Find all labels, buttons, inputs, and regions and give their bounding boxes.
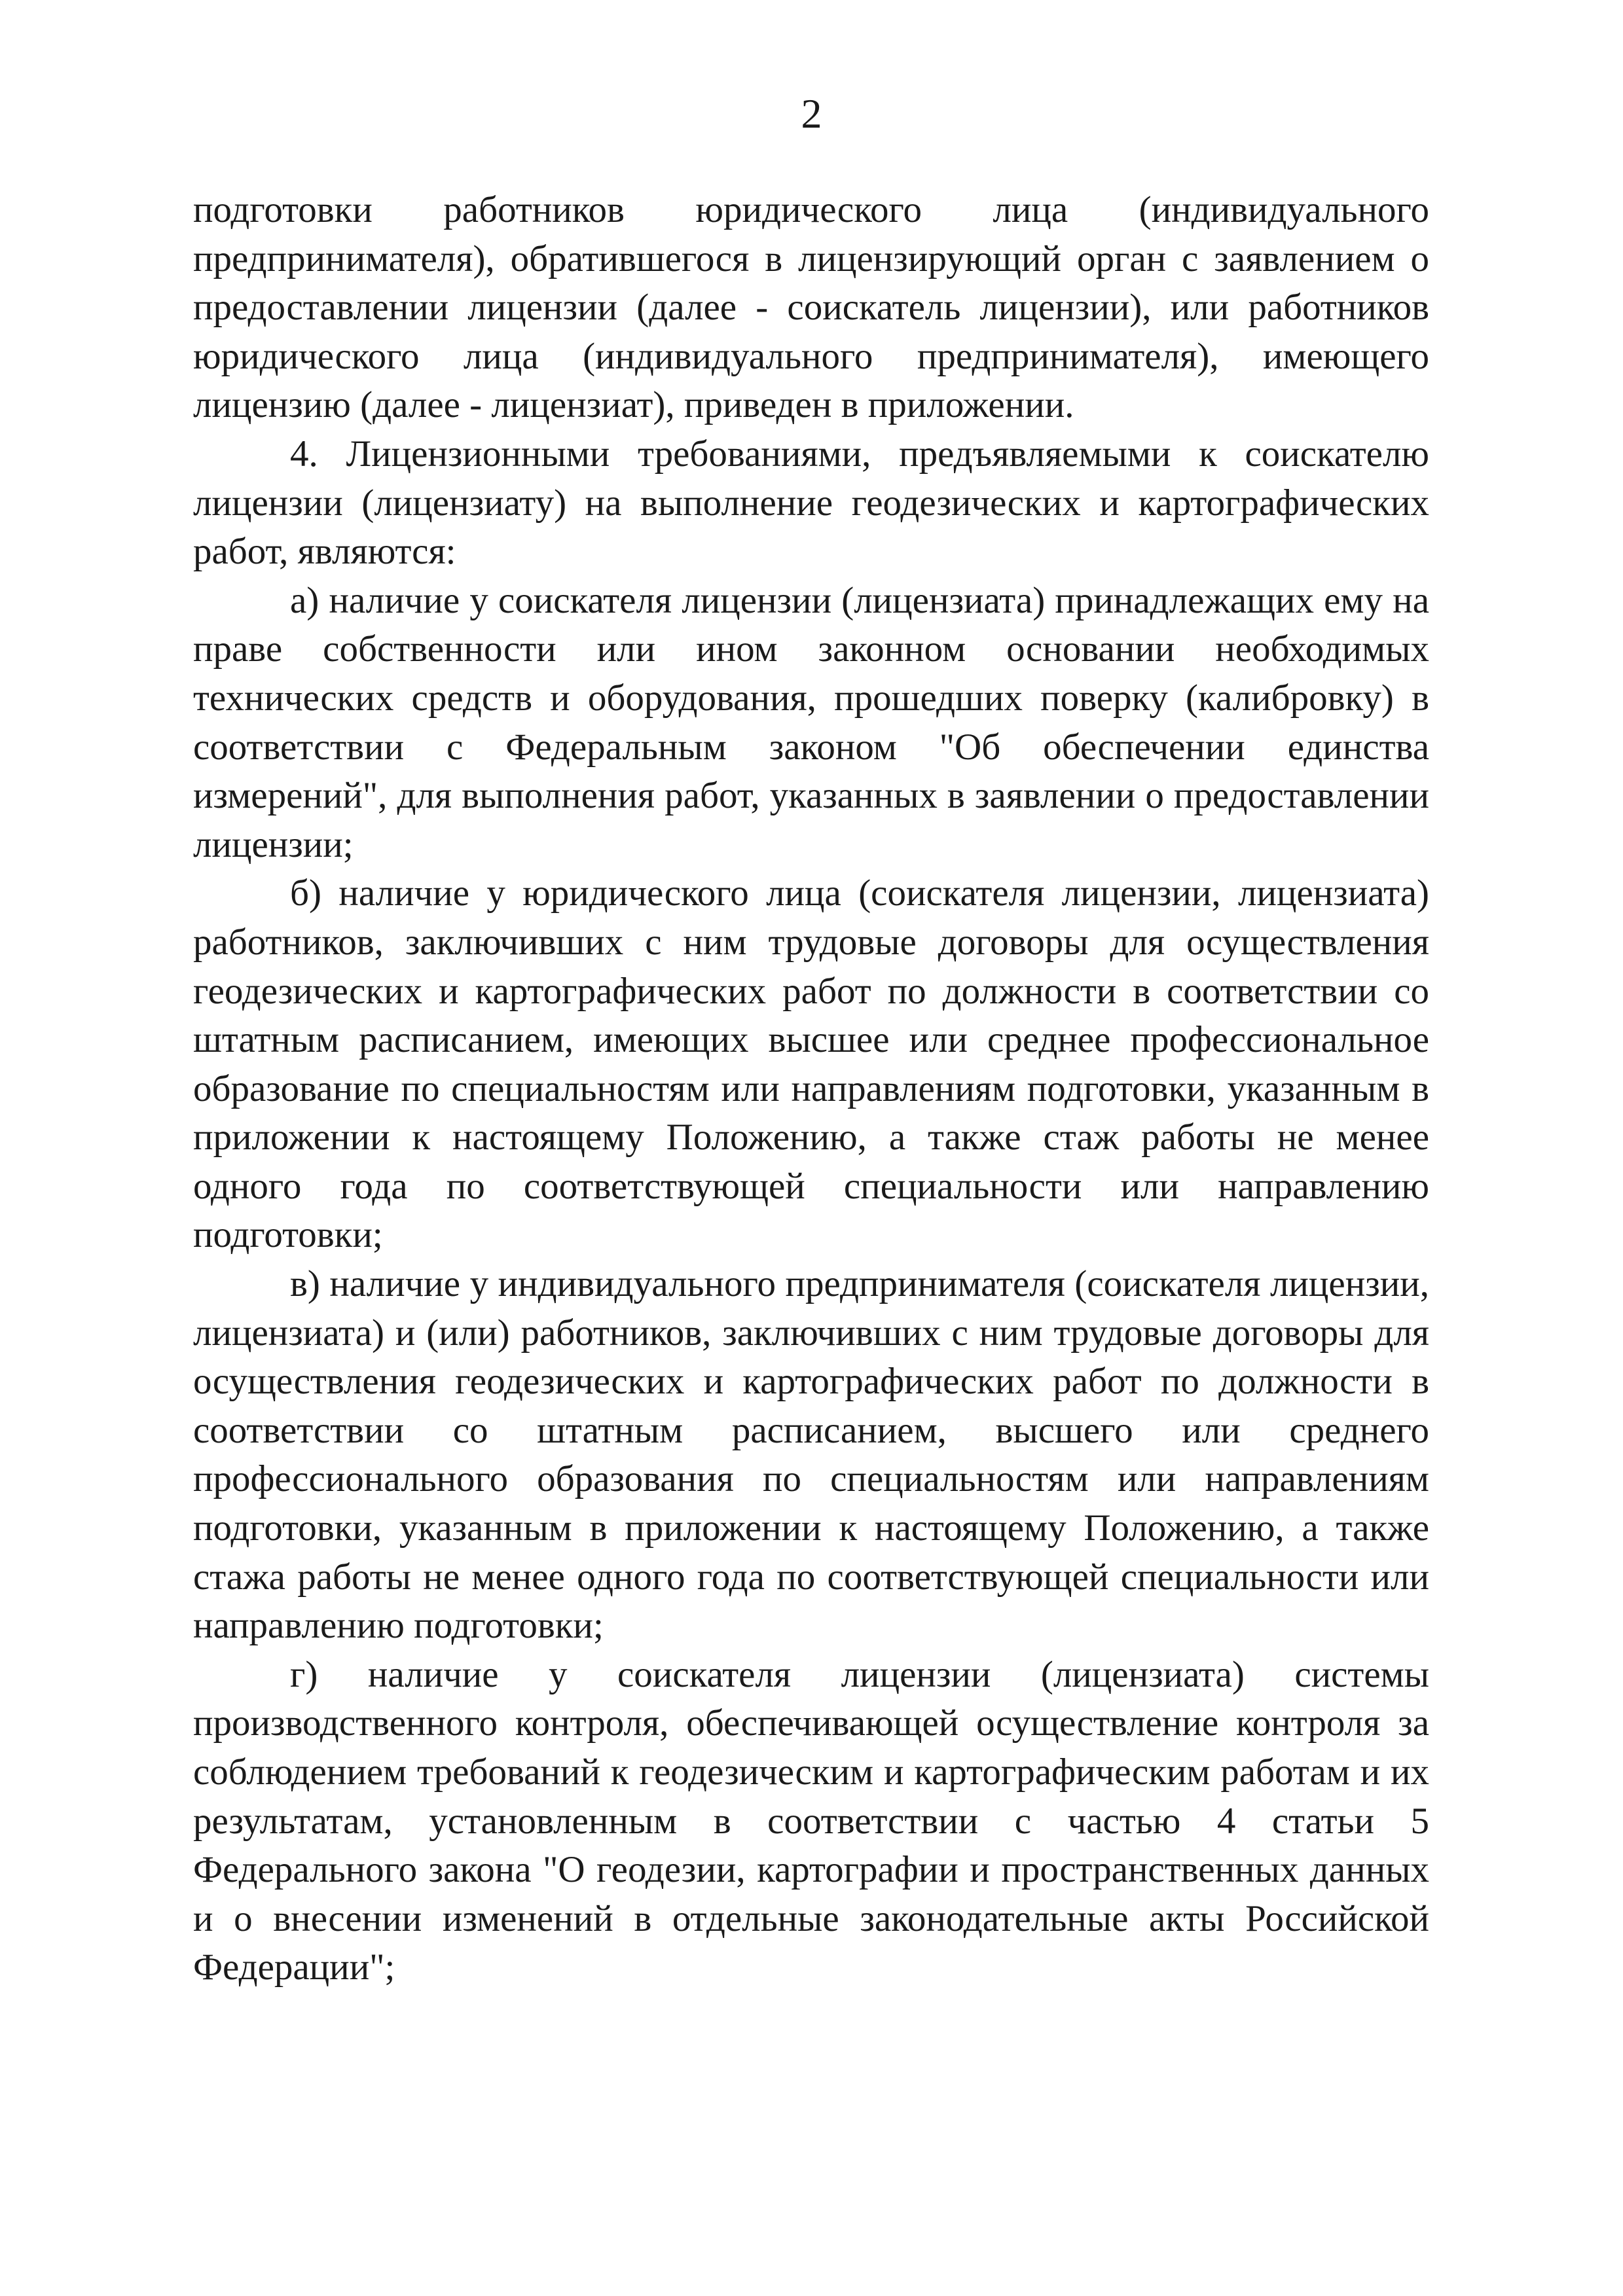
paragraph-item-4: 4. Лицензионными требованиями, предъявляемыми к соискателю лицензии (лицензиату) на выполнение геодезических и картографических работ, являются: <box>193 433 1429 573</box>
paragraph-subitem-a: а) наличие у соискателя лицензии (лицензиата) принадлежащих ему на праве собственности или ином законном основании необходимых технических средств и оборудования, прошедших поверку (калибровку) в соответствии с Федеральным законом "Об обеспечении единства измерений", для выполнения работ, указанных в заявлении о предоставлении лицензии; <box>193 579 1429 865</box>
document-body <box>193 186 1429 1992</box>
page-number: 2 <box>801 90 822 137</box>
paragraph-subitem-g: г) наличие у соискателя лицензии (лицензиата) системы производственного контроля, обеспечивающей осуществление контроля за соблюдением требований к геодезическим и картографическим работам и их результатам, установленным в соответствии с частью 4 статьи 5 Федерального закона "О геодезии, картографии и пространственных данных и о внесении изменений в отдельные законодательные акты Российской Федерации"; <box>193 1653 1429 1988</box>
paragraph-subitem-v: в) наличие у индивидуального предпринимателя (соискателя лицензии, лицензиата) и (или) работников, заключивших с ним трудовые договоры для осуществления геодезических и картографических работ по должности в соответствии со штатным расписанием, высшего или среднего профессионального образования по специальностям или направлениям подготовки, указанным в приложении к настоящему Положению, а также стажа работы не менее одного года по соответствующей специальности или направлению подготовки; <box>193 1263 1429 1647</box>
paragraph-subitem-b: б) наличие у юридического лица (соискателя лицензии, лицензиата) работников, заключивших с ним трудовые договоры для осуществления геодезических и картографических работ по должности в соответствии со штатным расписанием, имеющих высшее или среднее профессиональное образование по специальностям или направлениям подготовки, указанным в приложении к настоящему Положению, а также стаж работы не менее одного года по соответствующей специальности или направлению подготовки; <box>193 872 1429 1256</box>
paragraph-continuation: подготовки работников юридического лица (индивидуального предпринимателя), обратившегося в лицензирующий орган с заявлением о предоставлении лицензии (далее - соискатель лицензии), или работников юридического лица (индивидуального предпринимателя), имеющего лицензию (далее - лицензиат), приведен в приложении. <box>193 189 1429 426</box>
